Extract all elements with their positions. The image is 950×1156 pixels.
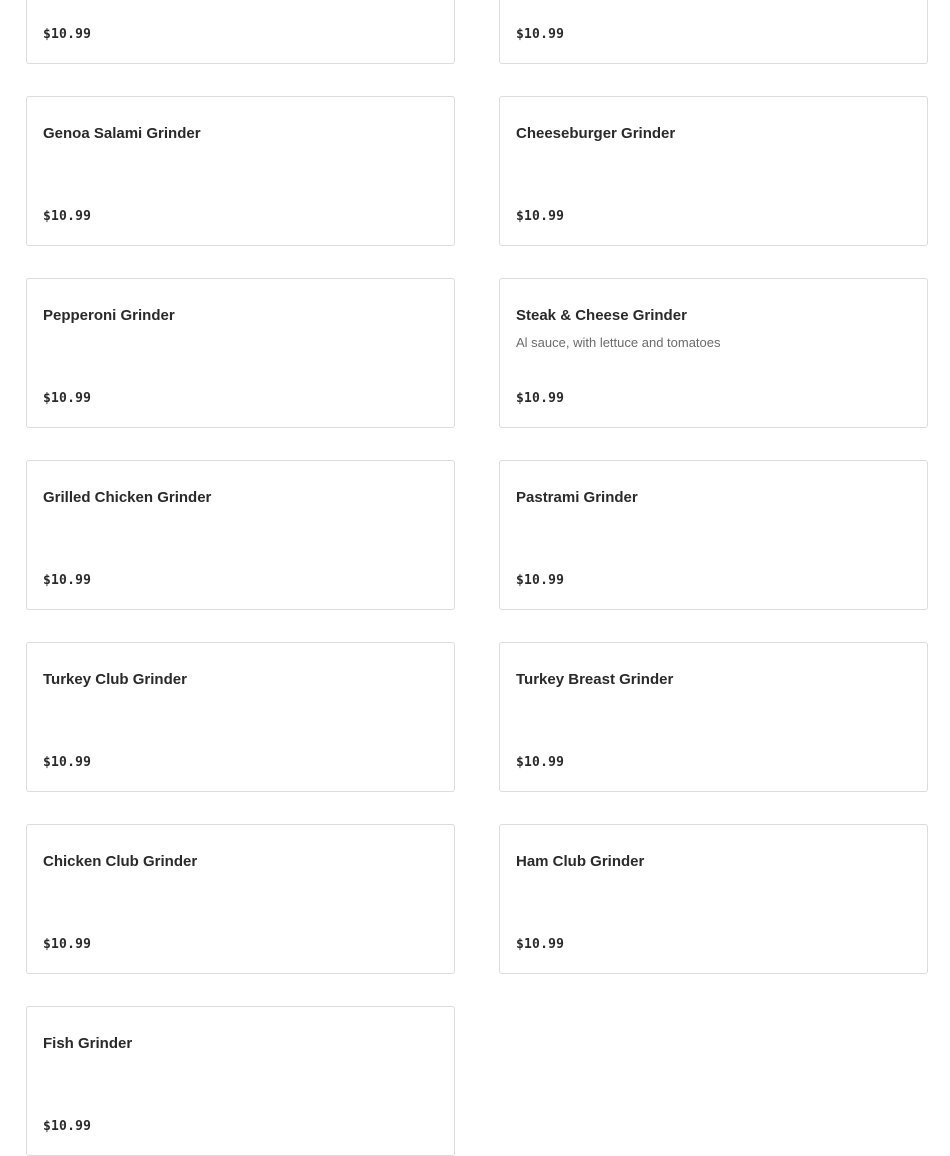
menu-item-name: Pastrami Grinder (516, 489, 638, 506)
menu-item-card[interactable] (26, 1006, 455, 1156)
menu-item-price: $10.99 (43, 573, 92, 588)
menu-item-card[interactable] (26, 0, 455, 64)
menu-items-grid (26, 0, 928, 1156)
menu-item-description: Al sauce, with lettuce and tomatoes (516, 335, 721, 350)
menu-item-price: $10.99 (516, 209, 565, 224)
menu-item-name: Ham Club Grinder (516, 853, 645, 870)
menu-item-card[interactable] (499, 460, 928, 610)
menu-item-card[interactable] (499, 642, 928, 792)
menu-item-name: Steak & Cheese Grinder (516, 307, 687, 324)
menu-item-price: $10.99 (43, 391, 92, 406)
menu-item-card[interactable] (26, 642, 455, 792)
menu-item-price: $10.99 (516, 27, 565, 42)
menu-item-card[interactable] (499, 0, 928, 64)
menu-item-name: Chicken Club Grinder (43, 853, 198, 870)
menu-item-price: $10.99 (43, 1119, 92, 1134)
menu-item-name: Turkey Breast Grinder (516, 671, 674, 688)
menu-item-price: $10.99 (43, 755, 92, 770)
menu-item-price: $10.99 (516, 937, 565, 952)
menu-item-name: Pepperoni Grinder (43, 307, 175, 324)
menu-item-name: Grilled Chicken Grinder (43, 489, 212, 506)
menu-item-name: Cheeseburger Grinder (516, 125, 676, 142)
menu-item-price: $10.99 (516, 391, 565, 406)
menu-item-card[interactable] (26, 824, 455, 974)
menu-item-name: Turkey Club Grinder (43, 671, 187, 688)
menu-item-card[interactable] (26, 96, 455, 246)
menu-item-price: $10.99 (43, 937, 92, 952)
menu-item-price: $10.99 (43, 209, 92, 224)
menu-item-name: Genoa Salami Grinder (43, 125, 201, 142)
menu-item-card[interactable] (26, 278, 455, 428)
menu-item-card[interactable] (499, 824, 928, 974)
menu-item-card[interactable] (499, 96, 928, 246)
menu-item-card[interactable] (26, 460, 455, 610)
menu-item-price: $10.99 (516, 755, 565, 770)
menu-item-name: Fish Grinder (43, 1035, 133, 1052)
menu-item-card[interactable] (499, 278, 928, 428)
menu-item-price: $10.99 (43, 27, 92, 42)
menu-item-price: $10.99 (516, 573, 565, 588)
